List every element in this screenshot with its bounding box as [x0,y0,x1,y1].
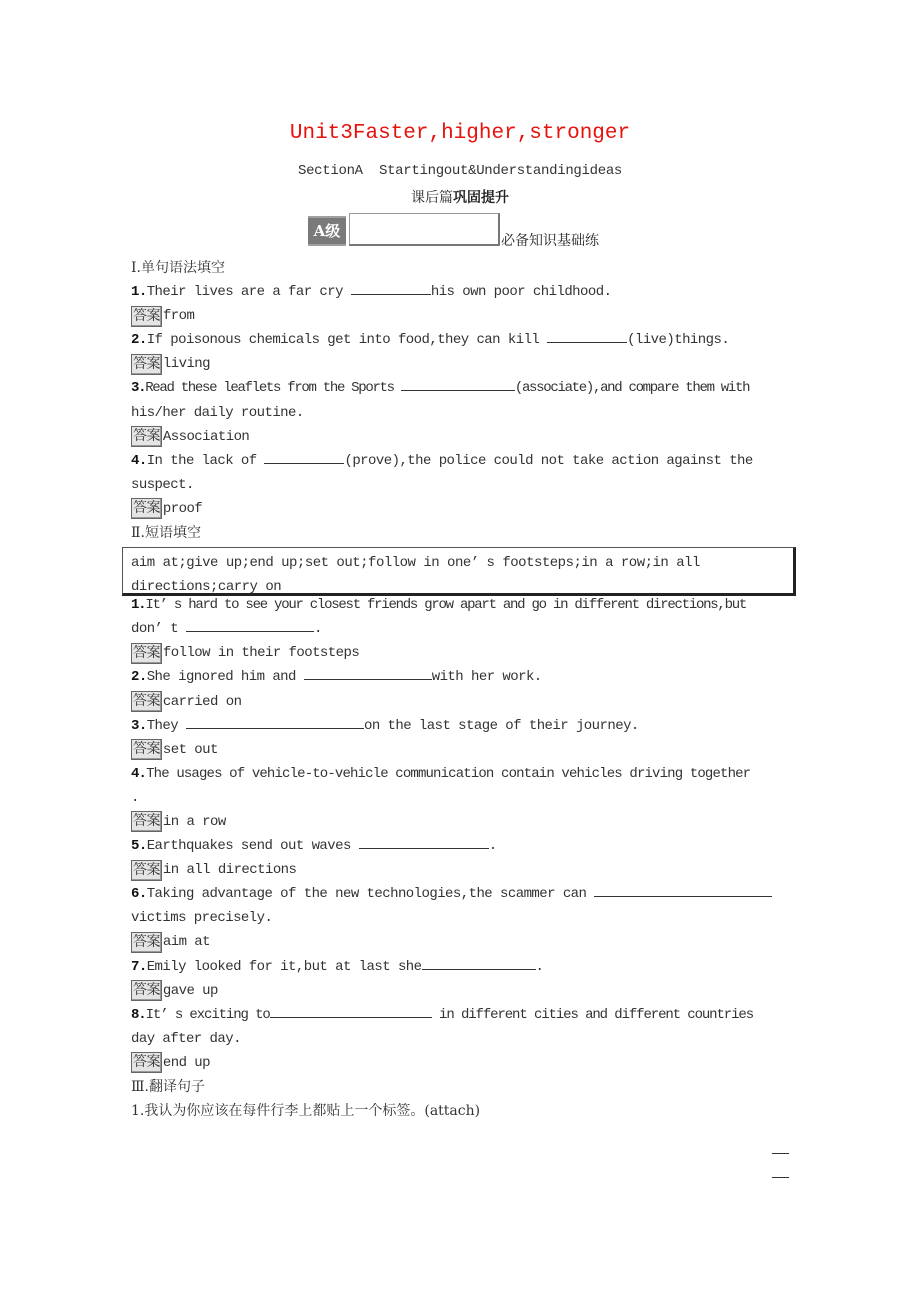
question-3-1: 1.我认为你应该在每件行李上都贴上一个标签。(attach) [131,1103,481,1120]
subtitle-normal: 课后篇 [411,190,453,206]
question-2-6-cont: victims precisely. [131,910,273,927]
question-2-4: 4.The usages of vehicle-to-vehicle communication contain vehicles driving together [131,765,751,782]
answer-1-2: 答案 living [131,352,791,376]
answer-badge[interactable]: 答案 [131,498,162,519]
answer-blank [547,328,627,343]
answer-badge[interactable]: 答案 [131,980,162,1001]
answer-1-3: 答案 Association [131,425,791,449]
answer-badge[interactable]: 答案 [131,1052,162,1073]
phrase-bank-box [122,547,796,596]
answer-badge[interactable]: 答案 [131,354,162,375]
exercise-content [131,256,791,1123]
answer-blank [186,714,364,729]
answer-blank [351,280,431,295]
answer-2-8: 答案 end up [131,1051,791,1075]
question-2-1: 1.It’ s hard to see your closest friends grow apart and go in different directions,but [131,597,747,614]
answer-2-6: 答案 aim at [131,930,791,954]
answer-blank [270,1003,432,1018]
answer-1-1: 答案 from [131,304,791,328]
question-1-4-cont: suspect. [131,476,194,493]
unit-title: Unit3Faster,higher,stronger [289,122,631,145]
answer-2-4: 答案 in a row [131,810,791,834]
answer-badge[interactable]: 答案 [131,643,162,664]
question-1-3: 3.Read these leaflets from the Sports (associate),and compare them with [131,376,791,400]
answer-badge[interactable]: 答案 [131,739,162,760]
answer-blank [401,376,515,391]
question-2-5: 5.Earthquakes send out waves . [131,834,791,858]
section-heading-3: Ⅲ.翻译句子 [131,1079,205,1095]
answer-blank [594,882,772,897]
answer-line-1 [772,1153,789,1154]
level-badge: A级 [308,216,346,246]
answer-blank [422,955,536,970]
answer-badge[interactable]: 答案 [131,426,162,447]
question-1-4: 4.In the lack of (prove),the police could not take action against the [131,449,791,473]
answer-2-7: 答案 gave up [131,979,791,1003]
answer-blank [304,665,432,680]
subtitle-bold: 巩固提升 [453,190,509,206]
phrase-bank-line-1: aim at;give up;end up;set out;follow in one’ s footsteps;in a row;in all [131,555,700,571]
answer-2-1: 答案 follow in their footsteps [131,641,791,665]
answer-line-2 [772,1177,789,1178]
question-2-6: 6.Taking advantage of the new technologies,the scammer can [131,882,791,906]
question-2-7: 7.Emily looked for it,but at last she . [131,955,791,979]
answer-2-3: 答案 set out [131,738,791,762]
answer-blank [264,449,344,464]
answer-badge[interactable]: 答案 [131,306,162,327]
question-2-2: 2.She ignored him and with her work. [131,665,791,689]
question-2-8: 8.It’ s exciting to in different cities and different countries [131,1003,791,1027]
section-title: SectionA Startingout&Understandingideas [297,163,623,179]
phrase-bank-line-2: directions;carry on [131,579,282,596]
section-heading-2: Ⅱ.短语填空 [131,525,201,542]
question-2-8-cont: day after day. [131,1030,241,1047]
answer-1-4: 答案 proof [131,497,791,521]
answer-badge[interactable]: 答案 [131,691,162,712]
question-1-3-cont: his/her daily routine. [131,404,304,421]
section-heading-1: Ⅰ.单句语法填空 [131,260,225,276]
answer-badge[interactable]: 答案 [131,932,162,953]
question-1-1: 1.Their lives are a far cry his own poor childhood. [131,280,791,304]
level-box [349,213,500,246]
answer-badge[interactable]: 答案 [131,811,162,832]
answer-blank [359,834,489,849]
question-2-1-cont: don’ t . [131,617,791,641]
question-2-4-cont: . [131,789,139,806]
answer-2-5: 答案 in all directions [131,858,791,882]
question-1-2: 2.If poisonous chemicals get into food,they can kill (live)things. [131,328,791,352]
answer-blank [186,617,314,632]
exercise-subtitle [0,187,920,207]
level-label: 必备知识基础练 [501,233,599,249]
answer-badge[interactable]: 答案 [131,860,162,881]
answer-2-2: 答案 carried on [131,690,791,714]
question-2-3: 3.They on the last stage of their journey. [131,714,791,738]
